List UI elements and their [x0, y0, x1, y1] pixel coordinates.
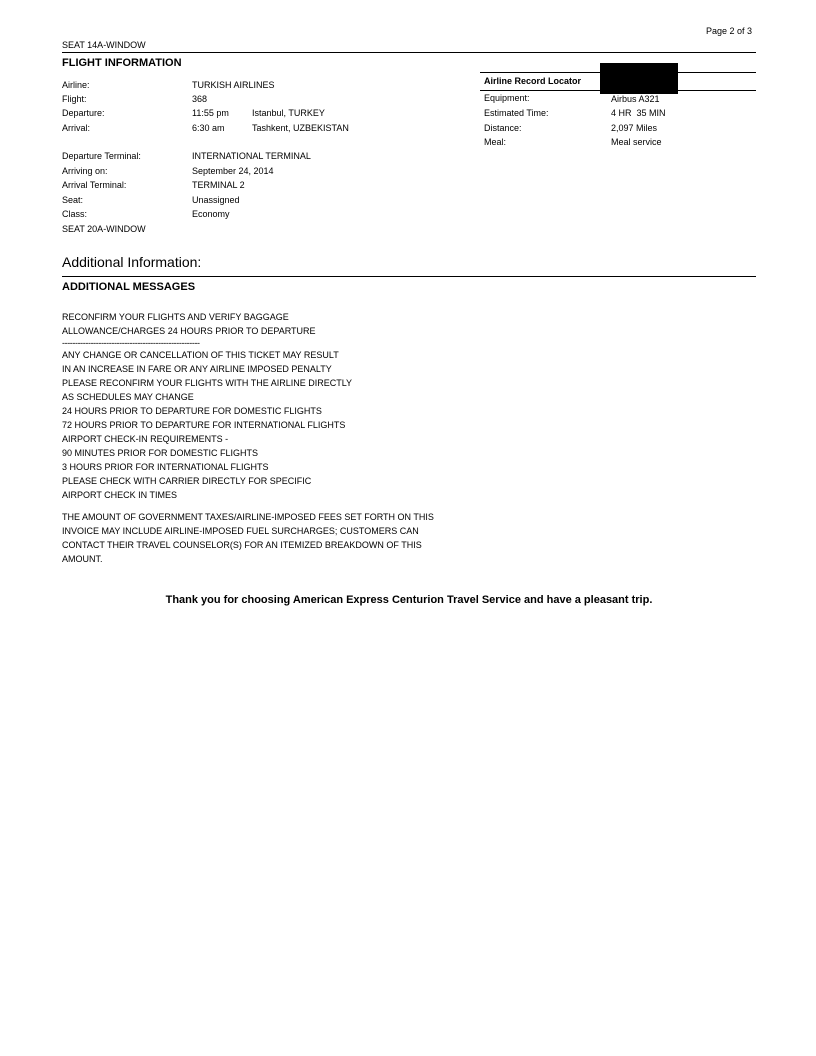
class-label: Class:: [62, 209, 88, 219]
departure-terminal-value: INTERNATIONAL TERMINAL: [192, 151, 311, 161]
message-line: CONTACT THEIR TRAVEL COUNSELOR(S) FOR AN ITEMIZED BREAKDOWN OF THIS: [62, 540, 422, 550]
message-line: RECONFIRM YOUR FLIGHTS AND VERIFY BAGGAGE: [62, 312, 289, 322]
header-rule: [62, 52, 756, 53]
message-line: PLEASE CHECK WITH CARRIER DIRECTLY FOR SPECIFIC: [62, 476, 312, 486]
locator-bottom-rule: [480, 90, 756, 91]
arriving-on-value: September 24, 2014: [192, 166, 274, 176]
seat-label: Seat:: [62, 195, 84, 205]
distance-value: 2,097 Miles: [611, 123, 658, 133]
estimated-time-label: Estimated Time:: [484, 108, 549, 118]
message-line: AIRPORT CHECK-IN REQUIREMENTS -: [62, 434, 229, 444]
message-line: AIRPORT CHECK IN TIMES: [62, 490, 178, 500]
departure-label: Departure:: [62, 108, 105, 118]
flight-value: 368: [192, 94, 208, 104]
departure-time: 11:55 pm: [192, 108, 229, 118]
estimated-time-value: 4 HR 35 MIN: [611, 108, 666, 118]
flight-label: Flight:: [62, 94, 87, 104]
message-line: 90 MINUTES PRIOR FOR DOMESTIC FLIGHTS: [62, 448, 259, 458]
message-line: 72 HOURS PRIOR TO DEPARTURE FOR INTERNATIONAL FLIGHTS: [62, 420, 346, 430]
meal-label: Meal:: [484, 137, 507, 147]
message-line: AS SCHEDULES MAY CHANGE: [62, 392, 194, 402]
additional-messages-title: ADDITIONAL MESSAGES: [62, 281, 196, 293]
equipment-label: Equipment:: [484, 93, 530, 103]
meal-value: Meal service: [611, 137, 662, 147]
arrival-terminal-label: Arrival Terminal:: [62, 180, 127, 190]
thank-you-message: Thank you for choosing American Express Centurion Travel Service and have a pleasant trip.: [165, 594, 653, 606]
airline-label: Airline:: [62, 80, 90, 90]
previous-seat-note: SEAT 14A-WINDOW: [62, 40, 146, 50]
message-line: AMOUNT.: [62, 554, 103, 564]
arrival-terminal-value: TERMINAL 2: [192, 180, 245, 190]
message-line: INVOICE MAY INCLUDE AIRLINE-IMPOSED FUEL SURCHARGES; CUSTOMERS CAN: [62, 526, 419, 536]
seat-value: Unassigned: [192, 195, 240, 205]
departure-terminal-label: Departure Terminal:: [62, 151, 141, 161]
distance-label: Distance:: [484, 123, 522, 133]
arrival-time: 6:30 am: [192, 123, 225, 133]
message-spacer: [62, 502, 434, 510]
flight-information-title: FLIGHT INFORMATION: [62, 57, 182, 69]
message-line: ALLOWANCE/CHARGES 24 HOURS PRIOR TO DEPARTURE: [62, 326, 316, 336]
additional-information-rule: [62, 276, 756, 277]
message-line: PLEASE RECONFIRM YOUR FLIGHTS WITH THE AIRLINE DIRECTLY: [62, 378, 353, 388]
message-separator: -----------------------------------------------------: [62, 338, 200, 348]
class-value: Economy: [192, 209, 230, 219]
message-line: IN AN INCREASE IN FARE OR ANY AIRLINE IMPOSED PENALTY: [62, 364, 332, 374]
arrival-label: Arrival:: [62, 123, 91, 133]
departure-place: Istanbul, TURKEY: [252, 108, 325, 118]
additional-information-heading: Additional Information:: [62, 254, 202, 270]
message-line: ANY CHANGE OR CANCELLATION OF THIS TICKET MAY RESULT: [62, 350, 339, 360]
arrival-place: Tashkent, UZBEKISTAN: [252, 123, 349, 133]
equipment-value: Airbus A321: [611, 94, 660, 104]
seat-note: SEAT 20A-WINDOW: [62, 224, 146, 234]
arriving-on-label: Arriving on:: [62, 166, 108, 176]
airline-value: TURKISH AIRLINES: [192, 80, 275, 90]
airline-record-locator-label: Airline Record Locator: [484, 76, 582, 86]
message-line: 24 HOURS PRIOR TO DEPARTURE FOR DOMESTIC FLIGHTS: [62, 406, 322, 416]
additional-messages-list: [62, 310, 434, 566]
page-number: Page 2 of 3: [706, 26, 753, 36]
message-line: 3 HOURS PRIOR FOR INTERNATIONAL FLIGHTS: [62, 462, 269, 472]
message-line: THE AMOUNT OF GOVERNMENT TAXES/AIRLINE-IMPOSED FEES SET FORTH ON THIS: [62, 512, 434, 522]
